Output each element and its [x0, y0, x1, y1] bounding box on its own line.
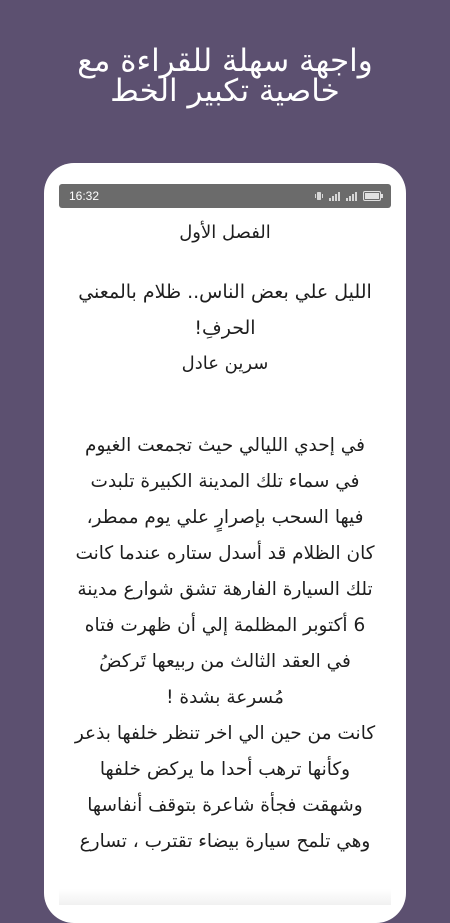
chapter-body	[59, 428, 391, 860]
promo-headline	[0, 43, 450, 109]
status-time: 16:32	[69, 189, 100, 203]
body-line: كانت من حين الي اخر تنظر خلفها بذعر	[74, 723, 376, 744]
body-line: وشهقت فجأة شاعرة بتوقف أنفاسها	[87, 795, 363, 816]
body-line: في العقد الثالث من ربيعها تَركضُ	[99, 651, 351, 672]
status-bar	[59, 184, 391, 208]
headline-line-1: واجهة سهلة للقراءة مع	[77, 43, 373, 79]
battery-icon	[363, 191, 383, 201]
signal-icon	[329, 191, 341, 201]
body-line: مُسرعة بشدة !	[166, 687, 284, 708]
phone-frame	[44, 163, 406, 923]
body-line: كان الظلام قد أسدل ستاره عندما كانت	[75, 543, 375, 564]
author-name: سرين عادل	[181, 353, 269, 374]
chapter-title: الفصل الأول	[179, 222, 271, 243]
signal-icon	[346, 191, 358, 201]
body-line: في إحدي الليالي حيث تجمعت الغيوم	[85, 435, 365, 456]
story-title-line: الليل علي بعض الناس.. ظلام بالمعني	[78, 281, 372, 303]
headline-line-2: خاصية تكبير الخط	[110, 73, 340, 109]
story-title-line: الحرفِ!	[194, 317, 256, 339]
bottom-fade	[59, 889, 391, 905]
body-line: فيها السحب بإصرارٍ علي يوم ممطر،	[86, 507, 364, 528]
vibrate-icon	[314, 191, 324, 201]
story-title	[59, 274, 391, 346]
body-line: وكأنها ترهب أحدا ما يركض خلفها	[99, 759, 351, 780]
status-icons	[314, 189, 383, 203]
reader-screen[interactable]	[59, 208, 391, 888]
body-line: تلك السيارة الفارهة تشق شوارع مدينة	[77, 579, 373, 600]
body-line: في سماء تلك المدينة الكبيرة تلبدت	[90, 471, 360, 492]
body-line: 6 أكتوبر المظلمة إلي أن ظهرت فتاه	[84, 615, 366, 636]
body-line: وهي تلمح سيارة بيضاء تقترب ، تسارع	[79, 831, 371, 852]
